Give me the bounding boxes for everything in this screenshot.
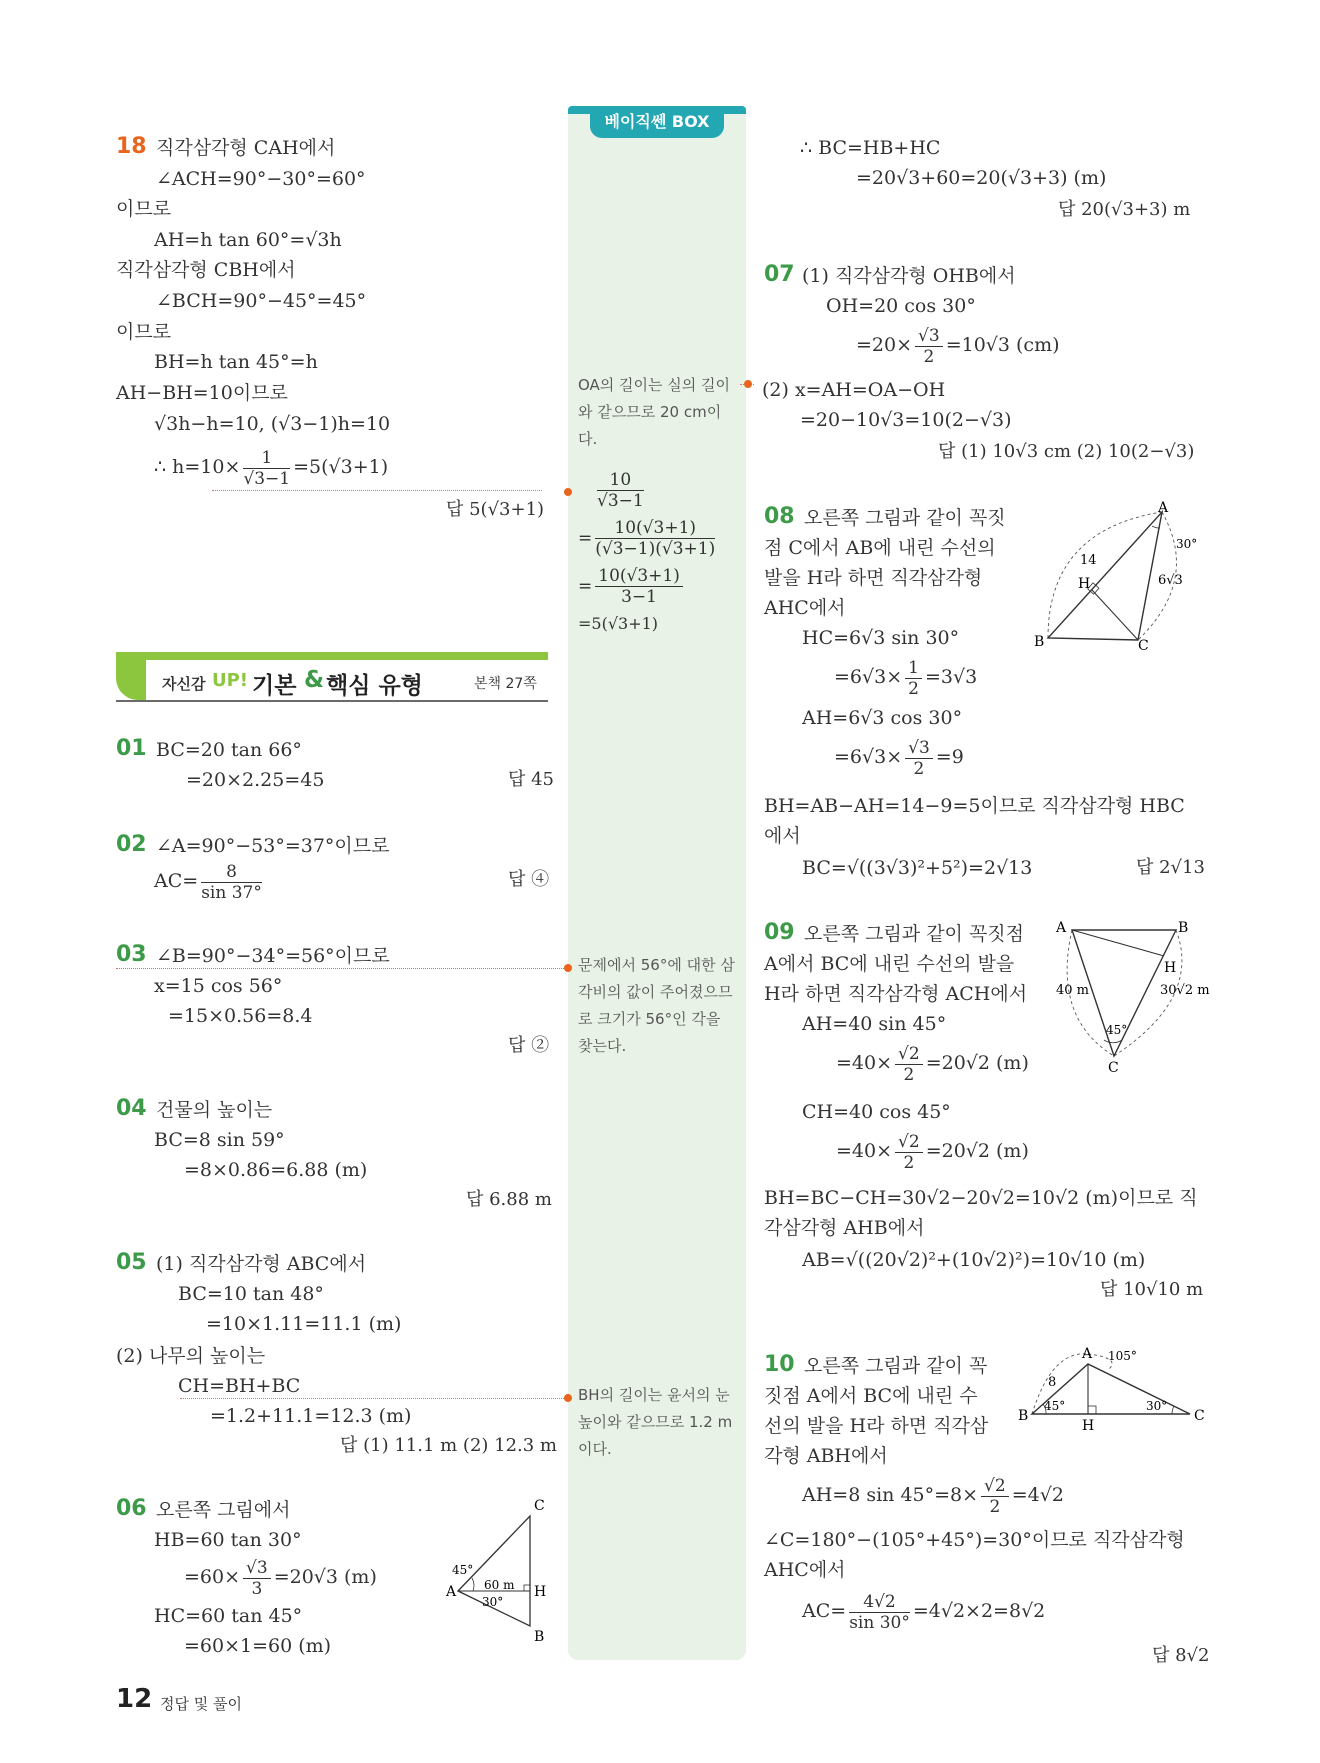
note-bh-length: BH의 길이는 윤서의 눈높이와 같으므로 1.2 m이다.: [578, 1386, 733, 1458]
p10-fraction-1: [981, 1476, 1009, 1517]
p03-answer: 답 ②: [508, 1035, 550, 1056]
fig08-label-A: A: [1158, 500, 1169, 516]
p08-prefix-2: =6√3×: [834, 746, 903, 768]
p04-line: 건물의 높이는: [156, 1099, 273, 1121]
fig10-angle-45: 45°: [1044, 1399, 1066, 1413]
p06-line: 오른쪽 그림에서: [156, 1499, 291, 1521]
problem-08-number: 08: [764, 504, 795, 529]
note-frac-1-den: √3−1: [597, 491, 644, 511]
section-header-bar: [116, 652, 548, 660]
p07-frac-den: 2: [923, 346, 935, 367]
p08-fraction-2: [905, 738, 933, 779]
p08-line: HC=6√3 sin 30°: [802, 627, 960, 649]
problem-07-number: 07: [764, 262, 795, 287]
section-up: UP!: [212, 670, 249, 691]
p07-answer: 답 (1) 10√3 cm (2) 10(2−√3): [938, 441, 1195, 462]
footer-label: 정답 및 풀이: [160, 1695, 242, 1713]
p08-suffix-2: =9: [935, 746, 964, 768]
problem-01-number: 01: [116, 736, 147, 761]
p02-frac-den: sin 37°: [201, 882, 262, 903]
p08-frac-1-den: 2: [908, 678, 919, 699]
p08-line: 오른쪽 그림과 같이 꼭짓: [804, 507, 1006, 529]
p05-line: CH=BH+BC: [178, 1375, 301, 1397]
p09-prefix-2: =40×: [836, 1140, 893, 1162]
fig08-label-C: C: [1138, 638, 1149, 652]
p10-frac-1-den: 2: [989, 1496, 1001, 1517]
p08-frac-1-num: 1: [905, 658, 922, 679]
p07-line: (1) 직각삼각형 OHB에서: [802, 265, 1016, 287]
note-frac-3-den: 3−1: [621, 587, 657, 607]
p18-line: AH−BH=10이므로: [116, 382, 288, 404]
p18-answer: 답 5(√3+1): [446, 499, 545, 520]
p10-suffix-1: =4√2: [1011, 1484, 1064, 1506]
p18-line: BH=h tan 45°=h: [154, 351, 318, 373]
figure-09-triangle: [1052, 918, 1212, 1076]
fig09-label-A: A: [1056, 920, 1067, 936]
note-connector: [212, 490, 542, 491]
p08-prefix-1: =6√3×: [834, 666, 903, 688]
note-frac-1: [597, 470, 644, 511]
fig10-label-B: B: [1018, 1408, 1029, 1424]
p02-frac-num: 8: [201, 862, 262, 883]
p18-line: 이므로: [116, 321, 172, 343]
p07-suffix: =10√3 (cm): [945, 334, 1060, 356]
p10-prefix-2: AC=: [802, 1600, 847, 1622]
p10-prefix-1: AH=8 sin 45°=8×: [802, 1484, 979, 1506]
note-rationalize-2: = $\frac{10(√3+1)}{(√3-1)(√3+1)}$: [578, 518, 716, 559]
p09-suffix-1: =20√2 (m): [925, 1052, 1029, 1074]
p05-line: (1) 직각삼각형 ABC에서: [156, 1253, 367, 1275]
p06-line: =60×1=60 (m): [184, 1635, 332, 1657]
p09-line: [836, 1040, 1029, 1086]
p10-line: 짓점 A에서 BC에 내린 수: [764, 1385, 978, 1407]
p09-line: 각삼각형 AHB에서: [764, 1217, 925, 1239]
problem-09-number: 09: [764, 920, 795, 945]
p08-line: AHC에서: [764, 597, 846, 619]
p03-line: =15×0.56=8.4: [168, 1005, 313, 1027]
p09-frac-1-num: √2: [895, 1044, 923, 1065]
p18-frac-num: 1: [243, 448, 290, 469]
p06-line: [184, 1554, 377, 1600]
note-frac-2-num: 10(√3+1): [595, 518, 715, 539]
p09-suffix-2: =20√2 (m): [925, 1140, 1029, 1162]
fig10-side-8: 8: [1048, 1375, 1057, 1390]
p06c-line: ∴ BC=HB+HC: [800, 137, 941, 159]
p05-line: BC=10 tan 48°: [178, 1283, 324, 1305]
section-amp: &: [304, 667, 325, 693]
p18-line: [154, 444, 388, 490]
fig08-side-6r3: 6√3: [1158, 573, 1183, 588]
fig08-label-H: H: [1078, 576, 1091, 592]
p07-fraction: [915, 326, 943, 367]
problem-10-number: 10: [764, 1352, 795, 1377]
p08-line: BH=AB−AH=14−9=5이므로 직각삼각형 HBC: [764, 795, 1185, 817]
note-connector: [180, 1398, 568, 1399]
p06c-answer: 답 20(√3+3) m: [1058, 199, 1191, 220]
p08-line: AH=6√3 cos 30°: [802, 707, 963, 729]
p09-line: 오른쪽 그림과 같이 꼭짓점: [804, 923, 1025, 945]
fig08-label-B: B: [1034, 634, 1045, 650]
p09-line: CH=40 cos 45°: [802, 1101, 951, 1123]
fig09-label-B: B: [1178, 920, 1189, 936]
fig06-label-H: H: [534, 1584, 547, 1600]
note-frac-3: [595, 566, 683, 607]
p05-answer: 답 (1) 11.1 m (2) 12.3 m: [340, 1435, 558, 1456]
fig09-angle-45: 45°: [1106, 1023, 1128, 1037]
p08-answer: 답 2√13: [1136, 857, 1205, 878]
p18-line: 직각삼각형 CAH에서: [156, 137, 336, 159]
p02-line: ∠A=90°−53°=37°이므로: [156, 835, 390, 857]
p09-line: BH=BC−CH=30√2−20√2=10√2 (m)이므로 직: [764, 1187, 1198, 1209]
p06-frac-num: √3: [243, 1558, 271, 1579]
p03-line: ∠B=90°−34°=56°이므로: [156, 945, 390, 967]
p09-line: H라 하면 직각삼각형 ACH에서: [764, 983, 1028, 1005]
note-frac-2: [595, 518, 715, 559]
p05-line: =10×1.11=11.1 (m): [206, 1313, 402, 1335]
p08-line: BC=√((3√3)²+5²)=2√13: [802, 857, 1033, 879]
p09-line: [836, 1128, 1029, 1174]
p08-frac-2-num: √3: [905, 738, 933, 759]
problem-05-number: 05: [116, 1250, 147, 1275]
p18-line: 이므로: [116, 198, 172, 220]
basic-box-title: 베이직쎈 BOX: [590, 108, 724, 138]
p09-prefix-1: =40×: [836, 1052, 893, 1074]
p05-line: (2) 나무의 높이는: [116, 1345, 266, 1367]
note-frac-2-den: (√3−1)(√3+1): [595, 539, 716, 559]
note-frac-3-num: 10(√3+1): [595, 566, 683, 587]
p18-line: √3h−h=10, (√3−1)h=10: [154, 413, 391, 435]
p02-line: [154, 858, 265, 904]
p08-frac-2-den: 2: [913, 758, 925, 779]
problem-06-number: 06: [116, 1496, 147, 1521]
section-title-1: 기본: [252, 673, 297, 699]
problem-02-number: 02: [116, 832, 147, 857]
fig06-label-B: B: [534, 1629, 545, 1645]
fig06-angle-45: 45°: [452, 1563, 474, 1577]
p08-line: [834, 654, 977, 700]
p18-frac-prefix: ∴ h=10×: [154, 456, 241, 478]
problem-03-number: 03: [116, 942, 147, 967]
p07-line: =20−10√3=10(2−√3): [800, 409, 1012, 431]
fig08-side-14: 14: [1080, 553, 1097, 568]
section-header-accent: [116, 660, 146, 700]
p03-line: x=15 cos 56°: [154, 975, 283, 997]
p10-line: 선의 발을 H라 하면 직각삼: [764, 1415, 989, 1437]
p10-fraction-2: [849, 1592, 910, 1633]
p09-line: AB=√((20√2)²+(10√2)²)=10√10 (m): [802, 1249, 1146, 1271]
fig06-angle-30: 30°: [482, 1595, 504, 1609]
p10-line: [802, 1588, 1045, 1634]
fig09-label-H: H: [1164, 960, 1177, 976]
p09-frac-2-num: √2: [895, 1132, 923, 1153]
p06-frac-den: 3: [251, 1578, 263, 1599]
figure-08-triangle: [1030, 500, 1210, 652]
figure-10-triangle: [1012, 1340, 1212, 1434]
fig06-length-60: 60 m: [484, 1578, 515, 1592]
p08-fraction-1: [905, 658, 922, 699]
section-small: 자신감: [162, 675, 206, 693]
p09-fraction-1: [895, 1044, 923, 1085]
fig10-label-C: C: [1194, 1408, 1205, 1424]
p18-line: ∠BCH=90°−45°=45°: [156, 290, 367, 312]
p07-line: [856, 322, 1060, 368]
fig09-side-40: 40 m: [1056, 983, 1090, 998]
note-bullet: [564, 964, 572, 972]
fig10-label-A: A: [1082, 1346, 1093, 1362]
p02-answer: 답 ④: [508, 869, 550, 890]
p18-frac-suffix: =5(√3+1): [293, 456, 389, 478]
fig10-angle-30: 30°: [1146, 1399, 1168, 1413]
note-connector: [116, 968, 568, 969]
p18-frac-den: √3−1: [243, 468, 291, 489]
p18-line: ∠ACH=90°−30°=60°: [156, 168, 366, 190]
fig08-angle-30: 30°: [1176, 537, 1198, 551]
note-bullet: [744, 380, 752, 388]
p05-line: =1.2+11.1=12.3 (m): [210, 1405, 412, 1427]
p10-frac-1-num: √2: [981, 1476, 1009, 1497]
p01-line: BC=20 tan 66°: [156, 739, 302, 761]
fig09-side-30r2: 30√2 m: [1160, 983, 1210, 998]
note-rationalize: [594, 470, 647, 511]
fig10-label-H: H: [1082, 1418, 1095, 1434]
p06-line: HC=60 tan 45°: [154, 1605, 303, 1627]
section-title-2: 핵심 유형: [326, 673, 423, 699]
p06-prefix: =60×: [184, 1566, 241, 1588]
p10-line: [802, 1472, 1064, 1518]
figure-06-triangle: [438, 1496, 550, 1646]
p04-line: BC=8 sin 59°: [154, 1129, 285, 1151]
problem-18-number: 18: [116, 134, 147, 159]
fig09-label-C: C: [1108, 1060, 1119, 1076]
p04-line: =8×0.86=6.88 (m): [184, 1159, 368, 1181]
p07-frac-num: √3: [915, 326, 943, 347]
p10-frac-2-den: sin 30°: [849, 1612, 910, 1633]
p10-line: 각형 ABH에서: [764, 1445, 888, 1467]
note-bullet: [564, 488, 572, 496]
p10-line: 오른쪽 그림과 같이 꼭: [804, 1355, 988, 1377]
p10-suffix-2: =4√2×2=8√2: [912, 1600, 1046, 1622]
p09-fraction-2: [895, 1132, 923, 1173]
fig06-label-A: A: [446, 1584, 457, 1600]
note-oa-length: OA의 길이는 실의 길이와 같으므로 20 cm이다.: [578, 376, 731, 448]
p04-answer: 답 6.88 m: [466, 1189, 552, 1210]
p08-line: 발을 H라 하면 직각삼각형: [764, 567, 983, 589]
p06-fraction: [243, 1558, 271, 1599]
note-rationalize-result: =5(√3+1): [578, 614, 659, 633]
p07-line: OH=20 cos 30°: [826, 295, 976, 317]
p09-frac-2-den: 2: [903, 1152, 915, 1173]
section-ref[interactable]: 본책 27쪽: [474, 676, 537, 692]
p07-line: (2) x=AH=OA−OH: [762, 379, 946, 401]
p18-fraction: [243, 448, 290, 489]
problem-04-number: 04: [116, 1096, 147, 1121]
p08-suffix-1: =3√3: [924, 666, 978, 688]
p01-answer: 답 45: [508, 769, 555, 790]
note-56-degree: 문제에서 56°에 대한 삼각비의 값이 주어졌으므로 크기가 56°인 각을 찾는다.: [578, 956, 735, 1055]
p02-prefix: AC=: [154, 870, 199, 892]
p10-frac-2-num: 4√2: [849, 1592, 910, 1613]
p18-line: 직각삼각형 CBH에서: [116, 259, 296, 281]
p02-fraction: [201, 862, 262, 903]
p06c-line: =20√3+60=20(√3+3) (m): [856, 167, 1107, 189]
p06-suffix: =20√3 (m): [273, 1566, 377, 1588]
p08-line: 에서: [764, 825, 801, 847]
p09-frac-1-den: 2: [903, 1064, 915, 1085]
p10-answer: 답 8√2: [1152, 1645, 1210, 1666]
p01-line: =20×2.25=45: [186, 769, 325, 791]
fig10-angle-105: 105°: [1108, 1349, 1137, 1363]
p10-line: ∠C=180°−(105°+45°)=30°이므로 직각삼각형: [764, 1529, 1185, 1551]
note-rationalize-3: = $\frac{10(√3+1)}{3-1}$: [578, 566, 686, 607]
section-header: [116, 660, 548, 702]
p18-line: AH=h tan 60°=√3h: [154, 229, 342, 251]
page-number: 12: [116, 1684, 153, 1714]
fig06-label-C: C: [534, 1498, 545, 1514]
note-bullet: [564, 1394, 572, 1402]
p06-line: HB=60 tan 30°: [154, 1529, 302, 1551]
p09-line: A에서 BC에 내린 수선의 발을: [764, 953, 1015, 975]
p08-line: 점 C에서 AB에 내린 수선의: [764, 537, 996, 559]
note-frac-1-num: 10: [597, 470, 644, 491]
p08-line: [834, 734, 964, 780]
p07-prefix: =20×: [856, 334, 913, 356]
p09-answer: 답 10√10 m: [1100, 1279, 1204, 1300]
p09-line: AH=40 sin 45°: [802, 1013, 947, 1035]
p10-line: AHC에서: [764, 1559, 846, 1581]
